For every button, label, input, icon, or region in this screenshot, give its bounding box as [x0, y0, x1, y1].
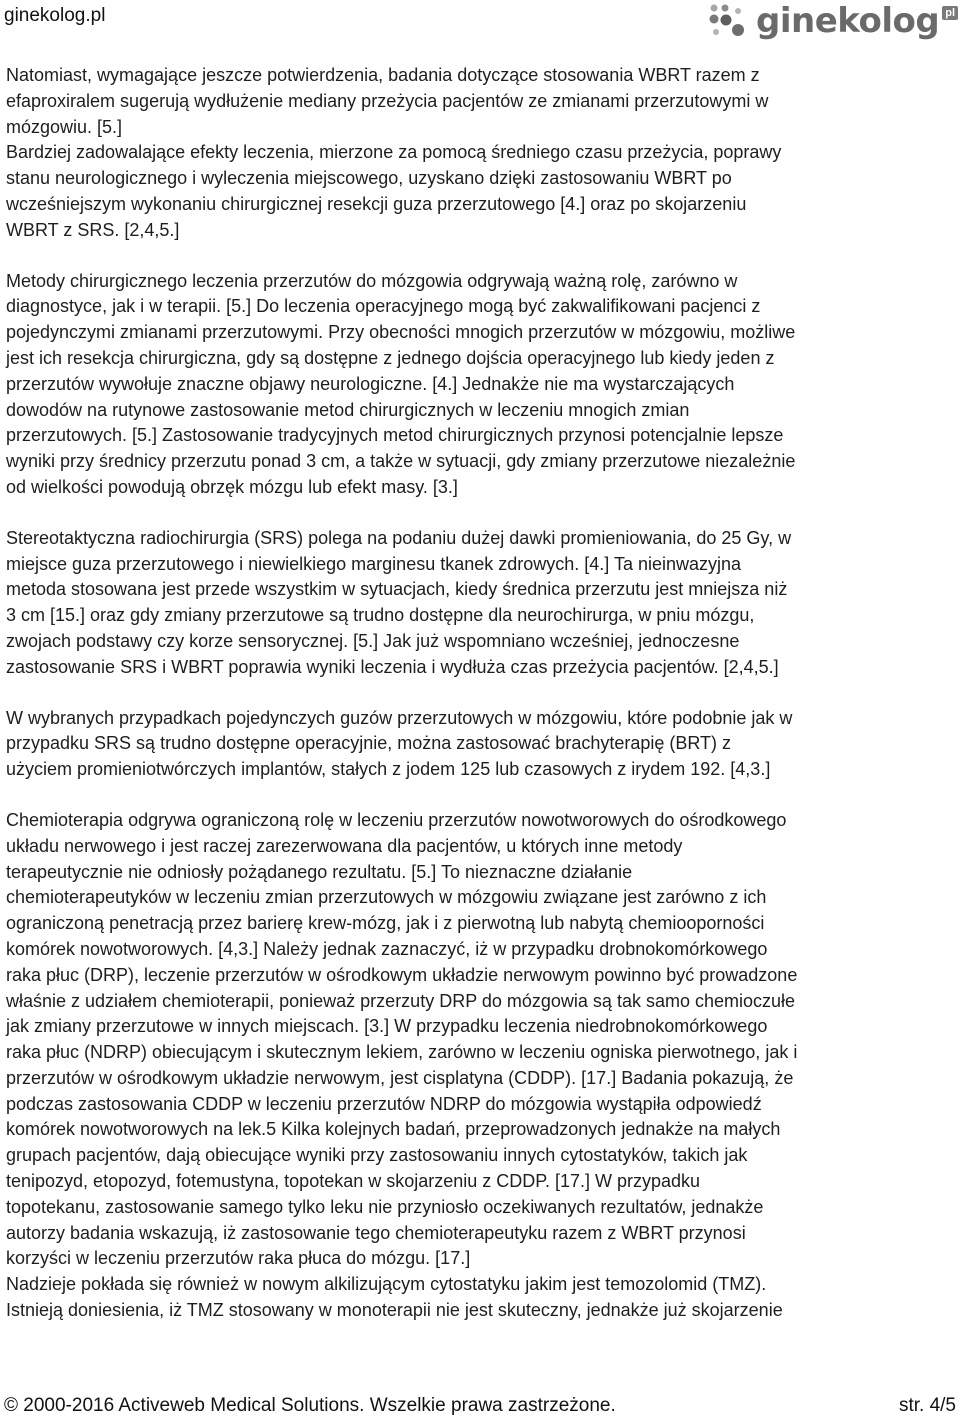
site-url[interactable]: ginekolog.pl — [4, 5, 106, 26]
logo-text: ginekolog — [756, 1, 940, 41]
ginekolog-logo[interactable] — [708, 0, 958, 44]
paragraph-surgery: Metody chirurgicznego leczenia przerzutów do mózgowia odgrywają ważną rolę, zarówno w diagnostyce, jak i w terapii. [5.] Do leczenia operacyjnego mogą być zakwalifikowani pacjenci z pojedynczymi zmianami przerzutowymi. Przy obecności mnogich przerzutów w mózgowiu, możliwe jest ich resekcja chirurgiczna, gdy są dostępne z jednego dojścia operacyjnego lub kiedy jeden z przerzutów wywołuje znaczne objawy neurologiczne. [4.] Jednakże nie ma wystarczających dowodów na rutynowe zastosowanie metod chirurgicznych w leczeniu mnogich zmian przerzutowych. [5.] Zastosowanie tradycyjnych metod chirurgicznych przynosi potencjalnie lepsze wyniki przy średnicy przerzutu ponad 3 cm, a także w sytuacji, gdy zmiany przerzutowe niezależnie od wielkości powodują obrzęk mózgu lub efekt masy. [3.] — [6, 270, 796, 497]
copyright-text: © 2000-2016 Activeweb Medical Solutions. Wszelkie prawa zastrzeżone. — [4, 1395, 616, 1416]
paragraph-srs: Stereotaktyczna radiochirurgia (SRS) polega na podaniu dużej dawki promieniowania, do 25 Gy, w miejsce guza przerzutowego i niewielkiego marginesu tkanek zdrowych. [4.] Ta nieinwazyjna metoda stosowana jest przede wszystkim w sytuacjach, kiedy średnica przerzutu jest mniejsza niż 3 cm [15.] oraz gdy zmiany przerzutowe są trudno dostępne dla neurochirurga, w pniu mózgu, zwojach podstawy czy korze sensorycznej. [5.] Jak już wspomniano wcześniej, jednoczesne zastosowanie SRS i WBRT poprawia wyniki leczenia i wydłuża czas przeżycia pacjentów. [2,4,5.] — [6, 527, 792, 677]
article-body — [6, 63, 954, 1324]
paragraph-chemotherapy: Chemioterapia odgrywa ograniczoną rolę w leczeniu przerzutów nowotworowych do ośrodkowego układu nerwowego i jest raczej zarezerwowana dla pacjentów, u których inne metody terapeutycznie nie odniosły pożądanego rezultatu. [5.] To nieznaczne działanie chemioterapeutyków w leczeniu zmian przerzutowych w mózgowiu związane jest zarówno z ich ograniczoną penetracją przez barierę krew-mózg, jak i z pierwotną lub nabytą chemiooporności komórek nowotworowych. [4,3.] Należy jednak zaznaczyć, iż w przypadku drobnokomórkowego raka płuc (DRP), leczenie przerzutów w ośrodkowym układzie nerwowym powinno być prowadzone właśnie z udziałem chemioterapii, ponieważ przerzuty DRP do mózgowia są tak samo chemioczułe jak zmiany przerzutowe w innych miejscach. [3.] W przypadku leczenia niedrobnokomórkowego raka płuc (NDRP) obiecującym i skutecznym lekiem, zarówno w leczeniu ogniska pierwotnego, jak i przerzutów w ośrodkowym układzie nerwowym, jest cisplatyna (CDDP). [17.] Badania pokazują, że podczas zastosowania CDDP w leczeniu przerzutów NDRP do mózgowia wystąpiła odpowiedź komórek nowotworowych na lek.5 Kilka kolejnych badań, przeprowadzonych jednakże na małych grupach pacjentów, dają obiecujące wyniki przy zastosowaniu innych cytostatyków, takich jak tenipozyd, etopozyd, fotemustyna, topotekan w skojarzeniu z CDDP. [17.] W przypadku topotekanu, zastosowanie samego tylko leku nie przyniosło oczekiwanych rezultatów, jednakże autorzy badania wskazują, iż zastosowanie tego chemioterapeutyku razem z WBRT przynosi korzyści w leczeniu przerzutów raka płuca do mózgu. [17.] Nadzieje pokłada się również w nowym alkilizującym cytostatyku jakim jest temozolomid (TMZ). Istnieją doniesienia, iż TMZ stosowany w monoterapii nie jest skuteczny, jednakże już skojarzenie — [6, 809, 798, 1321]
page-number: str. 4/5 — [898, 1395, 956, 1416]
paragraph-brachytherapy: W wybranych przypadkach pojedynczych guzów przerzutowych w mózgowiu, które podobnie jak w przypadku SRS są trudno dostępne operacyjnie, można zastosować brachyterapię (BRT) z użyciem promieniotwórczych implantów, stałych z jodem 125 lub czasowych z irydem 192. [4,3.] — [6, 707, 793, 780]
paragraph-gap — [6, 501, 954, 526]
page-footer — [0, 1393, 960, 1419]
paragraph-wbrt: Natomiast, wymagające jeszcze potwierdzenia, badania dotyczące stosowania WBRT razem z efaproxiralem sugerują wydłużenie mediany przeżycia pacjentów ze zmianami przerzutowymi w mózgowiu. [5.] Bardziej zadowalające efekty leczenia, mierzone za pomocą średniego czasu przeżycia, poprawy stanu neurologicznego i wyleczenia miejscowego, uzyskano dzięki zastosowaniu WBRT po wcześniejszym wykonaniu chirurgicznej resekcji guza przerzutowego [4.] oraz po skojarzeniu WBRT z SRS. [2,4,5.] — [6, 65, 782, 240]
logo-dots-icon — [708, 2, 752, 42]
paragraph-gap — [6, 681, 954, 706]
logo-badge: pl — [942, 6, 958, 20]
paragraph-gap — [6, 244, 954, 269]
paragraph-gap — [6, 783, 954, 808]
page-header — [0, 0, 960, 48]
